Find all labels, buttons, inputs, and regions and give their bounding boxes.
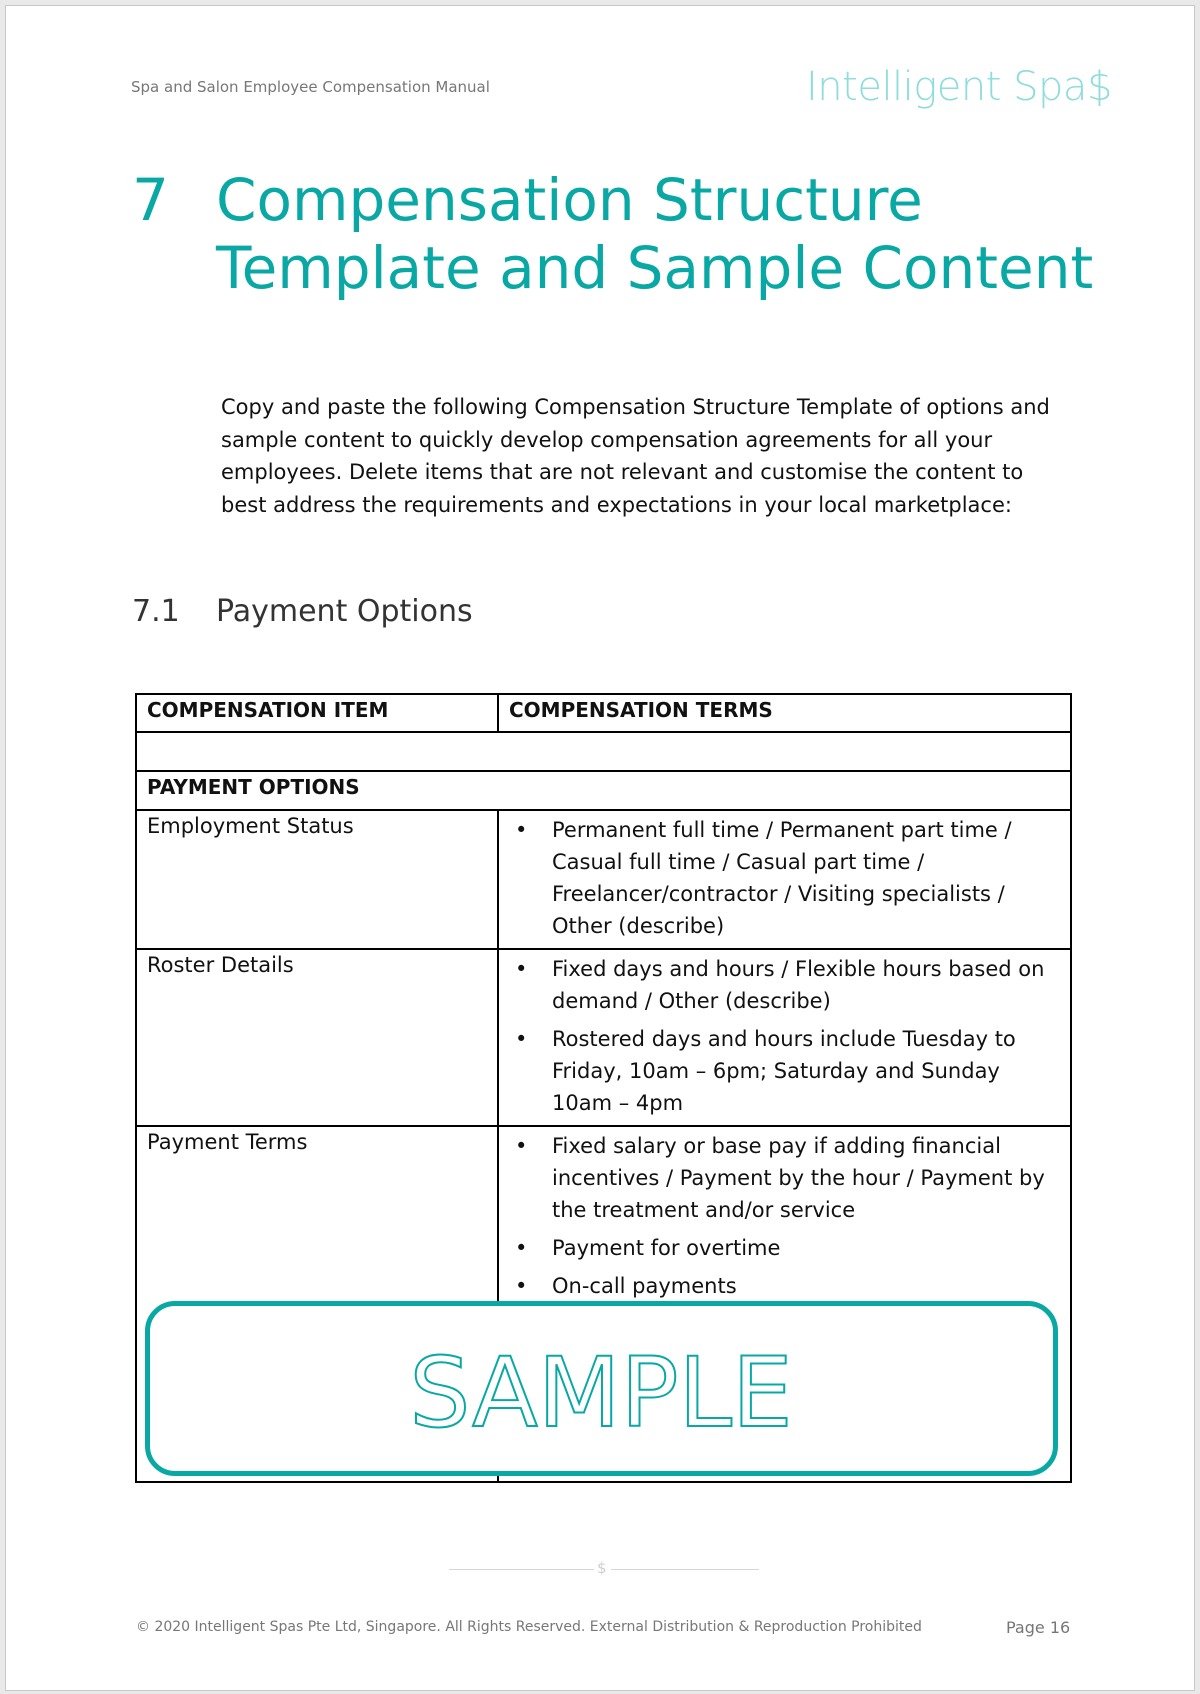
heading1-title: Compensation Structure Template and Sample Content bbox=[216, 166, 1094, 302]
divider-line-left bbox=[449, 1569, 594, 1570]
brand-logo: Intelligent Spa$ bbox=[806, 64, 1112, 110]
divider-line-right bbox=[611, 1569, 759, 1570]
heading2-number: 7.1 bbox=[132, 594, 180, 629]
table-blank-row bbox=[136, 732, 1071, 771]
table-row bbox=[136, 810, 1071, 949]
page-number: Page 16 bbox=[1006, 1618, 1071, 1637]
intro-paragraph: Copy and paste the following Compensation Structure Template of options and sample content to quickly develop compensation agreements for all your employees. Delete items that are not relevant and customise the content to best address the requirements and expectations in your local marketplace: bbox=[221, 395, 1050, 517]
footer-divider bbox=[449, 1559, 759, 1577]
column-header-terms: COMPENSATION TERMS bbox=[498, 694, 1071, 732]
blank-cell bbox=[136, 732, 1071, 771]
table-row bbox=[136, 949, 1071, 1126]
bullet-item: • Fixed days and hours / Flexible hours based on demand / Other (describe) bbox=[509, 953, 1060, 1017]
svg-text:SAMPLE: SAMPLE bbox=[409, 1337, 793, 1449]
sample-watermark bbox=[145, 1301, 1058, 1476]
document-page bbox=[5, 5, 1195, 1691]
item-cell: Employment Status bbox=[136, 810, 498, 949]
bullet-item: • On-call payments bbox=[509, 1270, 1060, 1302]
column-header-item: COMPENSATION ITEM bbox=[136, 694, 498, 732]
terms-cell bbox=[498, 949, 1071, 1126]
bullet-item: • Payment for overtime bbox=[509, 1232, 1060, 1264]
footer-copyright: © 2020 Intelligent Spas Pte Ltd, Singapore. All Rights Reserved. External Distribution & Reproduction Prohibited bbox=[136, 1619, 922, 1635]
section-label: PAYMENT OPTIONS bbox=[136, 771, 1071, 810]
bullet-item: • Permanent full time / Permanent part time / Casual full time / Casual part time / Freelancer/contractor / Visiting specialists / Other (describe) bbox=[509, 814, 1060, 942]
item-cell: Payment Terms bbox=[136, 1126, 498, 1482]
running-header-title: Spa and Salon Employee Compensation Manual bbox=[131, 78, 490, 96]
bullet-item: • Fixed salary or base pay if adding financial incentives / Payment by the hour / Payment by the treatment and/or service bbox=[509, 1130, 1060, 1226]
table-header-row bbox=[136, 694, 1071, 732]
bullet-item: • Rostered days and hours include Tuesday to Friday, 10am – 6pm; Saturday and Sunday 10am – 4pm bbox=[509, 1023, 1060, 1119]
table-section-row bbox=[136, 771, 1071, 810]
heading2-title: Payment Options bbox=[216, 594, 473, 629]
terms-cell bbox=[498, 810, 1071, 949]
dollar-icon: $ bbox=[597, 1559, 607, 1577]
heading1-number: 7 bbox=[132, 166, 169, 234]
sample-text-outline bbox=[150, 1306, 1053, 1471]
item-cell: Roster Details bbox=[136, 949, 498, 1126]
